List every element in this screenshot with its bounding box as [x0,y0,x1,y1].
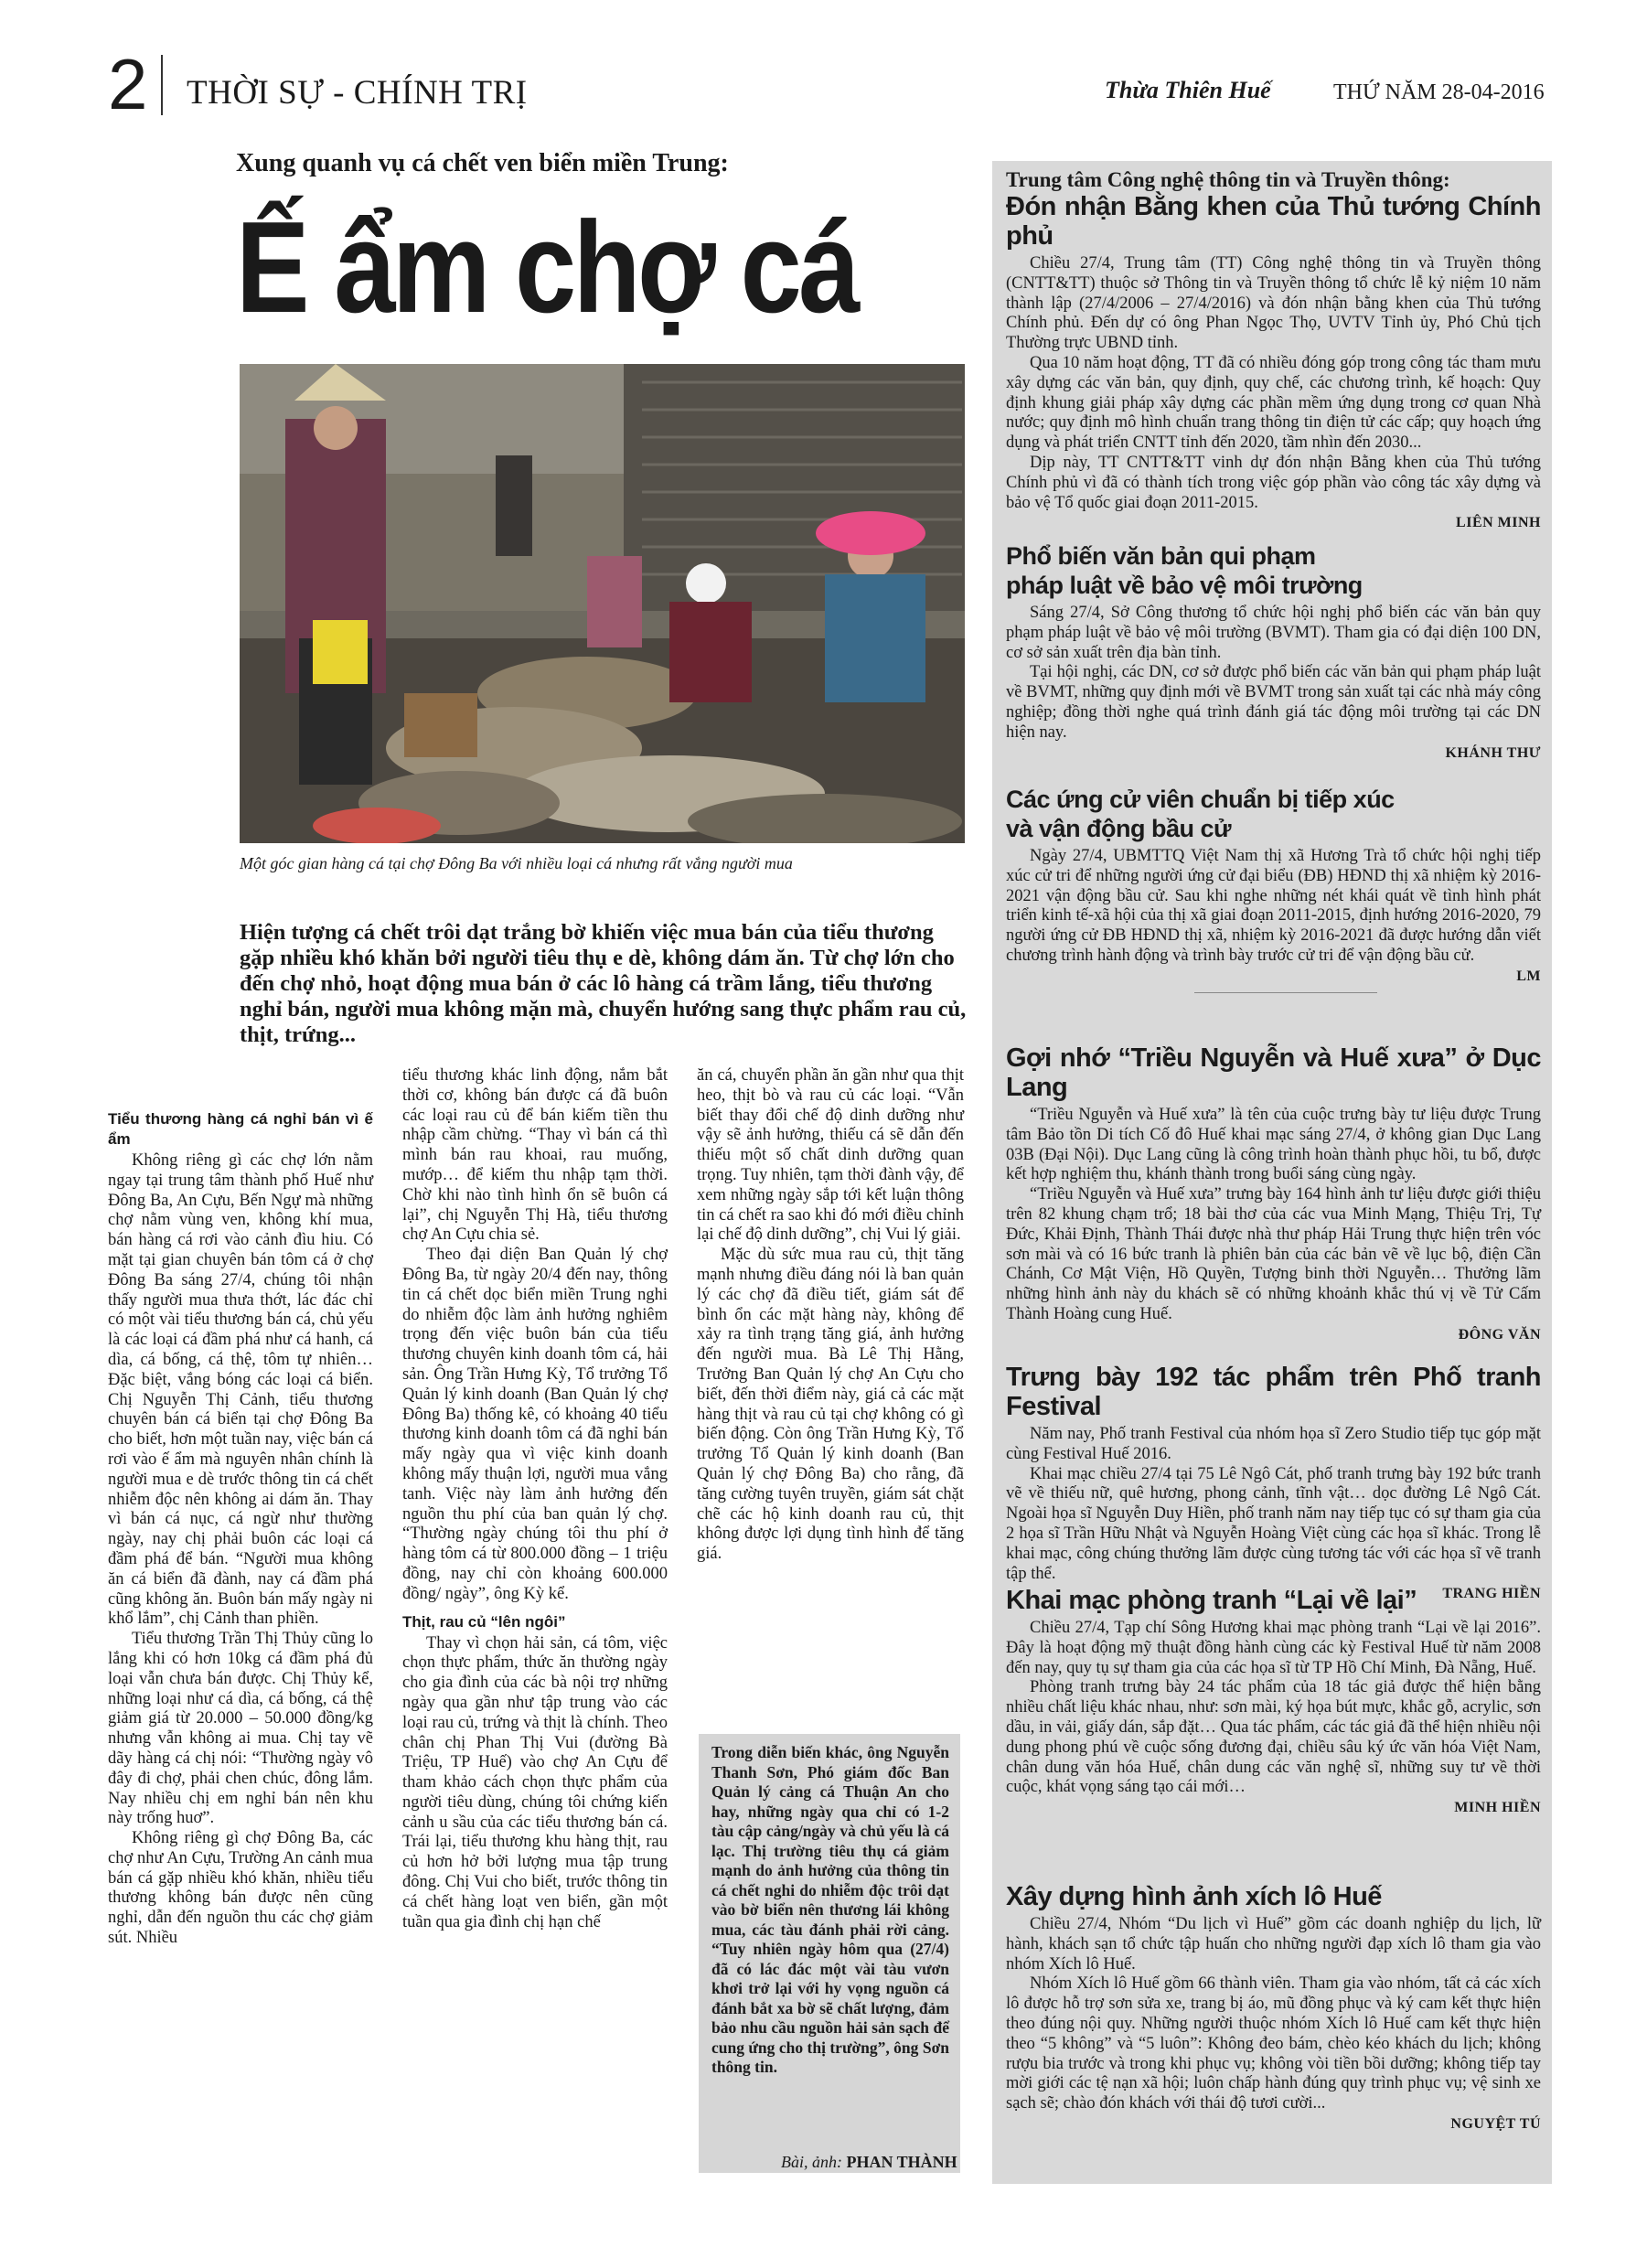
brief-author: TRANG HIỀN [1442,1586,1541,1602]
brief-environment-law [1006,541,1541,764]
paragraph: Chiều 27/4, Tạp chí Sông Hương khai mạc phòng tranh “Lại về lại 2016”. Đây là hoạt động mỹ thuật đồng hành cùng các kỳ Festival Huế từ năm 2008 đến nay, quy tụ sự tham gia của các họa sĩ từ TP Hồ Chí Minh, Đà Nẵng, Huế. [1006,1619,1541,1677]
section-title: THỜI SỰ - CHÍNH TRỊ [187,74,528,112]
paragraph: Nhóm Xích lô Huế gồm 66 thành viên. Tham gia vào nhóm, tất cả các xích lô được hỗ trợ sơn sửa xe, trang bị áo, mũ đồng phục và ký cam kết thực hiện theo đúng nội quy. Những người thuộc nhóm Xích lô Huế cam kết thực hiện theo “5 không” và “5 luôn”: Không đeo bám, chèo kéo khách du lịch; không rượu bia trước và trong khi phục vụ; không vòi tiền bồi dưỡng; không tiếp tay mời giới các tệ nạn xã hội; luôn chấp hành đúng quy trình phục vụ; vệ sinh xe sạch sẽ; chào đón khách với thái độ tươi cười... [1006,1974,1541,2113]
paragraph: Chiều 27/4, Trung tâm (TT) Công nghệ thông tin và Truyền thông (CNTT&TT) thuộc sở Thông tin và Truyền thông tổ chức lễ kỷ niệm 10 năm thành lập (27/4/2006 – 27/4/2016) và đón nhận bằng khen của Thủ tướng Chính phủ. Đến dự có ông Phan Ngọc Thọ, UVTV Tỉnh ủy, Phó Chủ tịch Thường trực UBND tỉnh. [1006,254,1541,353]
brief-headline: Phổ biến văn bản qui phạm [1006,542,1316,570]
brief-it-center [1006,168,1541,533]
paragraph: “Triều Nguyễn và Huế xưa” trưng bày 164 hình ảnh tư liệu được giới thiệu trên 82 khung chạm trổ; 18 bài thơ của các vua Minh Mạng, Thiệu Trị, Tự Đức, Khải Định, Thành Thái được nhà thư pháp Hải Trung thực hiện trên vóc sơn mài và có 16 bức tranh là phiên bản của các bản vẽ về lục bộ, điện Cần Chánh, Cơ Mật Viện, Hồ Quyền, Tượng binh thời Nguyễn… Thưởng lãm những hình ảnh này du khách sẽ có những khoảnh khắc thú vị về Tử Cấm Thành Hoàng cung Huế. [1006,1185,1541,1323]
paragraph: “Triều Nguyễn và Huế xưa” là tên của cuộc trưng bày tư liệu được Trung tâm Bảo tồn Di tích Cố đô Huế khai mạc sáng 27/4, ở không gian Dục Lang 03B (Đại Nội). Dục Lang cũng là công trình hoàn thành phục hồi, tu bổ, được kết hợp nghiệm thu, khánh thành trong buổi sáng cùng ngày. [1006,1106,1541,1184]
paragraph: Theo đại diện Ban Quản lý chợ Đông Ba, từ ngày 20/4 đến nay, thông tin cá chết dọc biển miền Trung nghi do nhiễm độc làm ảnh hưởng nghiêm trọng đến việc buôn bán của tiểu thương chuyên kinh doanh tôm cá, hải sản. Ông Trần Hưng Kỳ, Tổ trưởng Tổ Quản lý kinh doanh (Ban Quản lý chợ Đông Ba) thống kê, có khoảng 40 tiểu thương kinh doanh tôm cá đã nghỉ bán mấy ngày qua vì việc kinh doanh không mấy thuận lợi, người mua vắng tanh. Việc này làm ảnh hưởng đến nguồn thu phí của ban quản lý chợ. “Thường ngày chúng tôi thu phí ở hàng tôm cá từ 800.000 đồng – 1 triệu đồng, nay chỉ còn khoảng 600.000 đồng/ ngày”, ông Kỳ kể. [402,1246,668,1603]
brief-painting-street [1006,1363,1541,1604]
sidebar-quote-box: Trong diễn biến khác, ông Nguyễn Thanh Sơn, Phó giám đốc Ban Quản lý cảng cá Thuận An cho hay, những ngày qua chỉ có 1-2 tàu cập cảng/ngày và chủ yếu là cá lạc. Thị trường tiêu thụ cá giảm mạnh do ảnh hưởng của thông tin cá chết nghi do nhiễm độc trôi dạt vào bờ biển nên thương lái không mua, các tàu đánh phải rời cảng. “Tuy nhiên ngày hôm qua (27/4) đã có lác đác một vài tàu vươn khơi trở lại với hy vọng nguồn cá đánh bắt xa bờ sẽ chất lượng, đảm bảo nhu cầu nguồn hải sản sạch để cung ứng cho thị trường”, ông Sơn thông tin. [699,1734,960,2173]
article-headline: Ế ẩm chợ cá [236,195,858,340]
brief-author: LM [1516,968,1541,984]
article-kicker: Xung quanh vụ cá chết ven biển miền Trung: [236,149,729,177]
paragraph: Qua 10 năm hoạt động, TT đã có nhiều đóng góp trong công tác tham mưu xây dựng các văn bản, quy định, quy chế, các chương trình, kế hoạch: Quy định khung giải pháp xây dựng các phần mềm ứng dụng trong cơ quan Nhà nước; quy định mô hình chuẩn trang thông tin điện tử các cấp; quy hoạch ứng dụng và phát triển CNTT tỉnh đến 2020, tầm nhìn đến 2030... [1006,353,1541,453]
brief-headline-line2: và vận động bầu cử [1006,815,1232,842]
paragraph: Tiểu thương Trần Thị Thủy cũng lo lắng khi có hơn 10kg cá đầm phá đủ loại vẫn chưa bán được. Chị Thủy kể, những loại như cá dìa, cá bống, cá thệ giảm giá từ 20.000 – 50.000 đồng/kg nhưng vẫn không ai mua. Chị tay vẽ dãy hàng cá chị nói: “Thường ngày vô đây đi chợ, phải chen chúc, đông lắm. Nay nhiều chị em nghỉ bán nên khu này trống huơ”. [108,1630,373,1828]
paragraph: Tại hội nghị, các DN, cơ sở được phổ biến các văn bản qui phạm pháp luật về BVMT, những quy định mới về BVMT trong sản xuất tại các nhà máy công nghiệp; đồng thời nghe quá trình đánh giá tác động môi trường tại các DN hiện nay. [1006,663,1541,742]
brief-divider [1194,992,1377,993]
article-column-2 [402,1066,668,1932]
byline-prefix: Bài, ảnh: [781,2153,842,2171]
page-number: 2 [108,44,148,124]
article-lead: Hiện tượng cá chết trôi dạt trắng bờ khiến việc mua bán của tiểu thương gặp nhiều khó khăn bởi người tiêu thụ e dè, không dám ăn. Từ chợ lớn cho đến chợ nhỏ, hoạt động mua bán ở các lô hàng cá trầm lắng, tiểu thương nghỉ bán, người mua không mặn mà, chuyển hướng sang thực phẩm rau củ, thịt, trứng... [240,920,967,1047]
brief-author: MINH HIỀN [1454,1800,1541,1816]
brief-kicker: Trung tâm Công nghệ thông tin và Truyền thông: [1006,168,1450,191]
paragraph: Không riêng gì các chợ lớn nằm ngay tại trung tâm thành phố Huế như Đông Ba, An Cựu, Bến Ngự mà những chợ nằm vùng ven, không khí mua, bán hàng cá rơi vào cảnh đìu hiu. Có mặt tại gian chuyên bán tôm cá ở chợ Đông Ba sáng 27/4, chúng tôi nhận thấy người mua thưa thớt, lác đác chỉ có một vài tiểu thương bán cá, chủ yếu là các loại cá đầm phá như cá hanh, cá dìa, cá bống, cá thệ, tôm tự nhiên…Đặc biệt, vắng bóng các loại cá biển. Chị Nguyễn Thị Cảnh, tiểu thương chuyên bán cá biển tại chợ Đông Ba cho biết, hơn một tuần nay, việc bán cá rơi vào ế ẩm mà nguyên nhân chính là người mua e dè trước thông tin cá chết nhiễm độc nên không ai dám ăn. Thay vì bán cá nục, cá ngừ như thường ngày, nay chị phải buôn các loại cá đầm phá để bán. “Người mua không ăn cá biển đã đành, nay cá đầm phá cũng không ăn. Buôn bán mấy ngày ni khổ lắm”, chị Cảnh than phiền. [108,1151,373,1629]
brief-election [1006,785,1541,987]
paragraph: ăn cá, chuyển phần ăn gần như qua thịt heo, thịt bò và rau củ các loại. “Vẫn biết thay đổi chế độ dinh dưỡng như vậy sẽ ảnh hưởng, thiếu cá sẽ dẫn đến thiếu một số chất dinh dưỡng quan trọng. Tuy nhiên, tạm thời đành vậy, để xem những ngày sắp tới kết luận thông tin cá chết ra sao khi đó mới điều chỉnh lại chế độ dinh dưỡng”, chị Vui lý giải. [697,1066,964,1245]
brief-author: KHÁNH THƯ [1445,744,1541,761]
article-column-1 [108,1109,373,1949]
paragraph: Năm nay, Phố tranh Festival của nhóm họa sĩ Zero Studio tiếp tục góp mặt cùng Festival Huế 2016. [1006,1425,1541,1463]
article-column-3 [697,1066,964,1565]
brief-hue-exhibition [1006,1043,1541,1345]
brief-headline: Khai mạc phòng tranh “Lại về lại” [1006,1586,1417,1615]
header-divider [161,55,163,115]
brief-author: NGUYỆT TÚ [1450,2115,1541,2132]
brief-headline: Trưng bày 192 tác phẩm trên Phố tranh Festival [1006,1363,1541,1421]
masthead: Thừa Thiên Huế [1105,77,1271,103]
market-photo [240,364,965,843]
paragraph: Phòng tranh trưng bày 24 tác phẩm của 18 tác giả được thể hiện bằng nhiều chất liệu khác nhau, như: sơn mài, ký họa bút mực, khắc gỗ, acrylic, sơn dầu, in vải, giấy dán, sắp đặt… Qua tác phẩm, các tác giả đã thể hiện nhiều nội dung phong phú về cuộc sống đương đại, chiều sâu ký ức văn hóa Việt Nam, chân dung văn hóa Huế, chân dung các văn nghệ sĩ, những suy tư về thời cuộc, khát vọng sáng tạo cái mới… [1006,1678,1541,1797]
paragraph: Thay vì chọn hải sản, cá tôm, việc chọn thực phẩm, thức ăn thường ngày cho gia đình của các bà nội trợ những ngày qua gần như tập trung vào các loại rau củ, trứng và thịt là chính. Theo chân chị Phan Thị Vui (đường Bà Triệu, TP Huế) vào chợ An Cựu để tham khảo cách chọn thực phẩm của người tiêu dùng, chúng tôi chứng kiến cảnh u sầu của các tiểu thương bán cá. Trái lại, tiểu thương khu hàng thịt, rau củ hơn hở bởi lượng mua tập trung đông. Chị Vui cho biết, trước thông tin cá chết hàng loạt ven biển, gần một tuần qua gia đình chị hạn chế [402,1633,668,1931]
brief-headline-line2: pháp luật về bảo vệ môi trường [1006,572,1363,599]
byline [781,2153,957,2172]
brief-headline: Các ứng cử viên chuẩn bị tiếp xúc [1006,786,1395,813]
paragraph: Mặc dù sức mua rau củ, thịt tăng mạnh nhưng điều đáng nói là ban quản lý các chợ đã điều tiết, giám sát để bình ổn các mặt hàng này, không để xảy ra tình trạng tăng giá, ảnh hưởng đến người mua. Bà Lê Thị Hằng, Trưởng Ban Quản lý chợ An Cựu cho biết, đến thời điểm này, giá cả các mặt hàng thịt và rau củ tại chợ không có gì biến động. Còn ông Trần Hưng Kỳ, Tổ trưởng Tổ Quản lý kinh doanh (Ban Quản lý chợ Đông Ba) cho rằng, đã tăng cường tuyên truyền, giám sát chặt chẽ các hộ kinh doanh rau củ, thịt không được lợi dụng tình hình để tăng giá. [697,1246,964,1564]
brief-painting-room [1006,1586,1541,1818]
paragraph: Không riêng gì chợ Đông Ba, các chợ như An Cựu, Trường An cảnh mua bán cá gặp nhiều khó khăn, nhiều tiểu thương không bán được nên cũng nghỉ, dẫn đến nguồn thu các chợ giảm sút. Nhiều [108,1829,373,1948]
paragraph: Sáng 27/4, Sở Công thương tổ chức hội nghị phổ biến các văn bản quy phạm pháp luật về bảo vệ môi trường (BVMT). Tham gia có đại diện 100 DN, cơ sở sản xuất trên địa bàn tỉnh. [1006,604,1541,662]
photo-caption: Một góc gian hàng cá tại chợ Đông Ba với nhiều loại cá nhưng rất vắng người mua [240,854,793,872]
issue-date: THỨ NĂM 28-04-2016 [1333,80,1545,104]
paragraph: Ngày 27/4, UBMTTQ Việt Nam thị xã Hương Trà tổ chức hội nghị tiếp xúc cử tri để những người ứng cử đại biểu (ĐB) HĐND thị xã nhiệm kỳ 2016-2021 vận động bầu cử. Sau khi nghe những nét khái quát về tình hình phát triển kinh tế-xã hội của thị xã giai đoạn 2011-2015, định hướng 2016-2020, 79 người ứng cử ĐB HĐND thị xã, nhiệm kỳ 2016-2021 đã được hướng dẫn viết chương trình hành động và trình bày trước cử tri để vận động bầu cử. [1006,847,1541,965]
subheading: Tiểu thương hàng cá nghỉ bán vì ế ẩm [108,1110,373,1148]
paragraph: Khai mạc chiều 27/4 tại 75 Lê Ngô Cát, phố tranh trưng bày 192 bức tranh vẽ về thiếu nữ, quê hương, phong cảnh, tĩnh vật… dọc đường Lê Ngô Cát. Ngoài họa sĩ Nguyễn Duy Hiền, phố tranh năm nay tiếp tục có sự tham gia của 2 họa sĩ Trần Hữu Nhật và Nguyễn Hoàng Việt cùng các họa sĩ khác. Trong lễ khai mạc, công chúng thưởng lãm được cùng tương tác với các họa sĩ vẽ tranh tập thể. [1006,1464,1541,1583]
brief-author: LIÊN MINH [1456,515,1541,531]
subheading: Thịt, rau củ “lên ngôi” [402,1612,566,1631]
paragraph: Dịp này, TT CNTT&TT vinh dự đón nhận Bằng khen của Thủ tướng Chính phủ vì đã có thành tích trong việc góp phần vào công tác xây dựng và bảo vệ Tổ quốc giai đoạn 2011-2015. [1006,453,1541,512]
brief-headline: Gợi nhớ “Triều Nguyễn và Huế xưa” ở Dục Lang [1006,1043,1541,1102]
brief-headline: Xây dựng hình ảnh xích lô Huế [1006,1882,1382,1911]
brief-author: ĐÔNG VĂN [1458,1326,1541,1343]
brief-cyclo [1006,1882,1541,2134]
paragraph: Chiều 27/4, Nhóm “Du lịch vì Huế” gồm các doanh nghiệp du lịch, lữ hành, khách sạn tổ chức tập huấn cho những người đạp xích lô tham gia vào nhóm Xích lô Huế. [1006,1915,1541,1974]
byline-author: PHAN THÀNH [846,2153,957,2171]
paragraph: tiểu thương khác linh động, nắm bắt thời cơ, không bán được cá đã buôn các loại rau củ để bán kiếm tiền thu nhập cầm chừng. “Thay vì bán cá thì mình bán rau khoai, rau muống, mướp… để kiếm thu nhập tạm thời. Chờ khi nào tình hình ổn sẽ buôn cá lại”, chị Nguyễn Thị Hà, tiểu thương chợ An Cựu chia sẻ. [402,1066,668,1245]
brief-headline: Đón nhận Bằng khen của Thủ tướng Chính phủ [1006,192,1541,251]
